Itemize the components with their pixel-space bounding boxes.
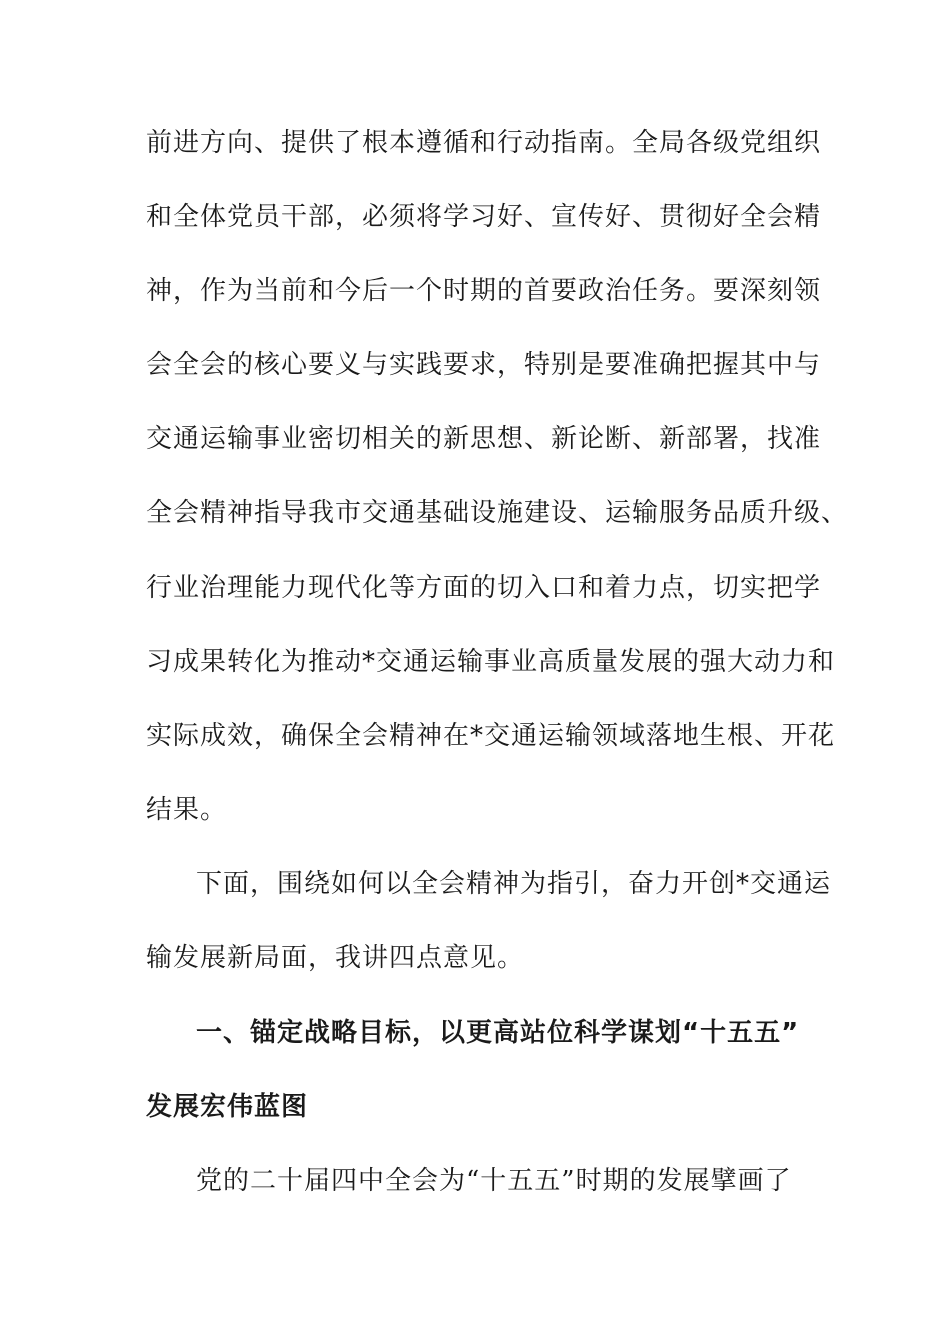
paragraph-line: 前进方向、提供了根本遵循和行动指南。全局各级党组织 (146, 128, 822, 158)
paragraph-line: 神，作为当前和今后一个时期的首要政治任务。要深刻领 (146, 276, 822, 306)
paragraph-line: 输发展新局面，我讲四点意见。 (146, 943, 525, 973)
section-heading-line: 发展宏伟蓝图 (146, 1092, 309, 1122)
paragraph-line: 会全会的核心要义与实践要求，特别是要准确把握其中与 (146, 350, 822, 380)
paragraph-line: 结果。 (146, 795, 228, 825)
paragraph-line: 交通运输事业密切相关的新思想、新论断、新部署，找准 (146, 424, 822, 454)
paragraph-line: 党的二十届四中全会为“十五五”时期的发展擘画了 (196, 1166, 792, 1196)
section-heading-line: 一、锚定战略目标，以更高站位科学谋划“十五五” (196, 1018, 800, 1048)
paragraph-line: 和全体党员干部，必须将学习好、宣传好、贯彻好全会精 (146, 202, 822, 232)
paragraph-line: 实际成效，确保全会精神在*交通运输领域落地生根、开花 (146, 721, 836, 751)
paragraph-line: 习成果转化为推动*交通运输事业高质量发展的强大动力和 (146, 647, 836, 677)
paragraph-line: 行业治理能力现代化等方面的切入口和着力点，切实把学 (146, 573, 822, 603)
paragraph-line: 下面，围绕如何以全会精神为指引，奋力开创*交通运 (196, 869, 832, 899)
paragraph-line: 全会精神指导我市交通基础设施建设、运输服务品质升级、 (146, 498, 849, 528)
